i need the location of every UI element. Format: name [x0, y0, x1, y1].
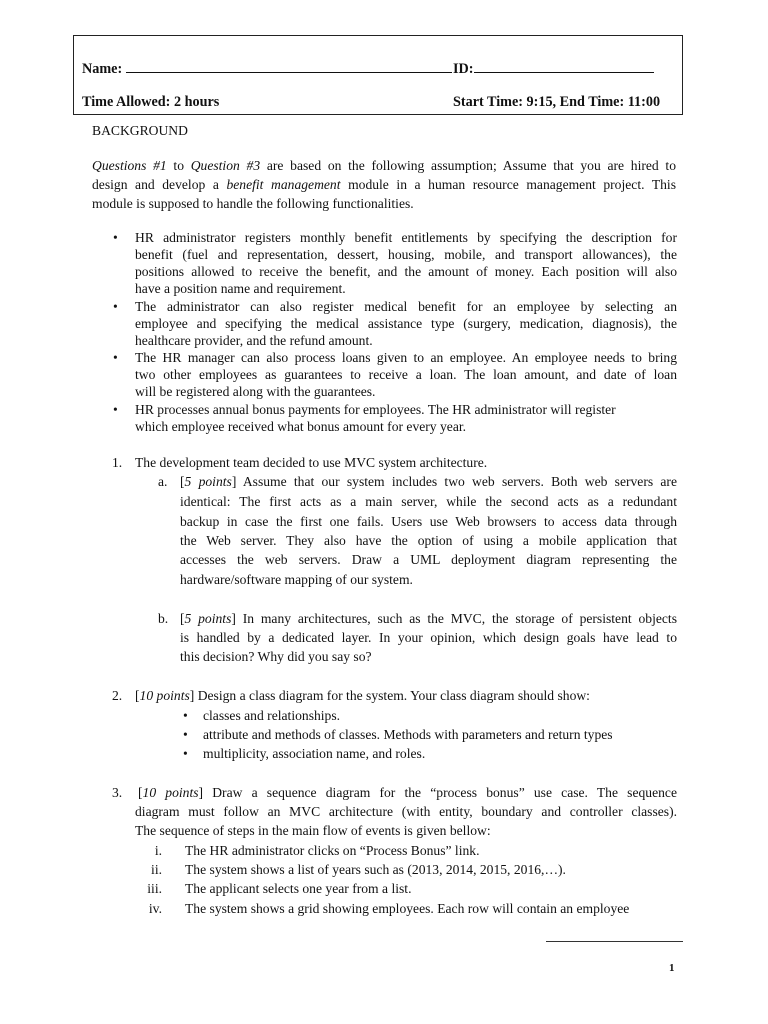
- bullet-3-line-2: two other employees as guarantees to receive a loan. The loan amount, and date of loan: [135, 367, 677, 382]
- q3-line-3: The sequence of steps in the main flow of events is given bellow:: [135, 823, 491, 838]
- q3-step-number: i.: [154, 843, 162, 858]
- id-label: ID:: [453, 61, 474, 77]
- bullet-marker: •: [183, 727, 188, 742]
- q1a-line-2: identical: The first acts as a main server, while the second acts as a redundant: [180, 494, 677, 509]
- intro-q3: Question #3: [190, 158, 261, 173]
- bullet-3-line-3: will be registered along with the guarantees.: [135, 384, 376, 399]
- q1a-label: a.: [158, 474, 168, 489]
- q3-step-number: iv.: [148, 901, 162, 916]
- bullet-marker: •: [183, 708, 188, 723]
- q1a-line-5: accesses the web servers. Draw a UML deployment diagram representing the: [180, 552, 677, 567]
- q1b-points: 5 points: [184, 611, 232, 626]
- intro-line-1: [92, 157, 676, 174]
- bullet-4-line-1: HR processes annual bonus payments for employees. The HR administrator will register: [135, 402, 616, 417]
- q1b-label: b.: [158, 611, 169, 626]
- q3-step-text: The system shows a grid showing employees. Each row will contain an employee: [185, 901, 630, 916]
- q3-number: 3.: [112, 785, 123, 800]
- q2-item-2: attribute and methods of classes. Methods with parameters and return types: [203, 727, 613, 742]
- footer-rule: [546, 941, 683, 942]
- id-blank[interactable]: [474, 60, 654, 73]
- bullet-3-line-1: The HR manager can also process loans given to an employee. An employee needs to bring: [135, 350, 677, 365]
- intro-line2b: module in a human resource management project. This: [340, 177, 676, 192]
- q1b-line-3: this decision? Why did you say so?: [180, 649, 372, 664]
- q2-points: 10 points: [139, 688, 190, 703]
- bullet-4-line-2: which employee received what bonus amount for every year.: [135, 419, 467, 434]
- q3-line-2: diagram must follow an MVC architecture (with entity, boundary and controller classes).: [135, 804, 677, 819]
- bullet-2-line-2: employee and specifying the medical assistance type (surgery, medication, diagnosis), the: [135, 316, 677, 331]
- q2-text: [10 points] Design a class diagram for the system. Your class diagram should show:: [135, 688, 590, 703]
- id-field[interactable]: [453, 60, 654, 78]
- intro-line-2: [92, 176, 676, 193]
- bullet-marker: •: [113, 350, 118, 365]
- q1b-line-2: is handled by a dedicated layer. In your opinion, which design goals have lead to: [180, 630, 677, 645]
- intro-q1: Questions #1: [92, 158, 167, 173]
- bullet-marker: •: [113, 299, 118, 314]
- q3-step-text: The system shows a list of years such as (2013, 2014, 2015, 2016,…).: [185, 862, 566, 877]
- q1a-points: 5 points: [184, 474, 232, 489]
- q2-item-1: classes and relationships.: [203, 708, 341, 723]
- background-heading: BACKGROUND: [92, 123, 188, 138]
- intro-rest1: are based on the following assumption; Assume that you are hired to: [260, 158, 676, 173]
- name-label: Name:: [82, 61, 123, 77]
- q1-number: 1.: [112, 455, 123, 470]
- time-allowed: Time Allowed: 2 hours: [82, 94, 220, 110]
- q1a-line-6: hardware/software mapping of our system.: [180, 572, 413, 587]
- q1a-text-1: ] Assume that our system includes two web servers. Both web servers are: [231, 474, 677, 489]
- page-number: 1: [669, 962, 675, 974]
- q1b-text-1: ] In many architectures, such as the MVC, the storage of persistent objects: [231, 611, 677, 626]
- bullet-2-line-1: The administrator can also register medical benefit for an employee by selecting an: [135, 299, 677, 314]
- q1a-line-3: backup in case the first one fails. Users use Web browsers to access data through: [180, 514, 677, 529]
- q2-number: 2.: [112, 688, 123, 703]
- name-field[interactable]: [82, 60, 452, 78]
- q2-text-body: ] Design a class diagram for the system. Your class diagram should show:: [189, 688, 590, 703]
- intro-to: to: [166, 158, 191, 173]
- bullet-marker: •: [113, 230, 118, 245]
- q3-step-number: ii.: [151, 862, 162, 877]
- start-end-time: Start Time: 9:15, End Time: 11:00: [453, 94, 661, 110]
- q1a-line-1: [5 points] Assume that our system includes two web servers. Both web servers are: [180, 474, 677, 489]
- bullet-marker: •: [113, 402, 118, 417]
- q1-text: The development team decided to use MVC system architecture.: [135, 455, 488, 470]
- bullet-1-line-1: HR administrator registers monthly benefit entitlements by specifying the description for: [135, 230, 677, 245]
- intro-benefit: benefit management: [226, 177, 341, 192]
- intro-line-3: module is supposed to handle the following functionalities.: [92, 196, 414, 211]
- bullet-1-line-2: benefit (fuel and representation, dessert, housing, mobile, and transport allowances), the: [135, 247, 677, 262]
- q1a-line-4: the Web server. They also have the option of using a mobile application that: [180, 533, 677, 548]
- q2-item-3: multiplicity, association name, and roles.: [203, 746, 426, 761]
- name-blank[interactable]: [126, 60, 452, 73]
- q3-step-text: The applicant selects one year from a list.: [185, 881, 412, 896]
- q3-points: 10 points: [142, 785, 199, 800]
- bullet-1-line-3: positions allowed to receive the benefit, and the amount of money. Each position will also: [135, 264, 677, 279]
- bullet-2-line-3: healthcare provider, and the refund amount.: [135, 333, 373, 348]
- q3-line-1: [10 points] Draw a sequence diagram for the “process bonus” use case. The sequence: [138, 785, 677, 800]
- bullet-marker: •: [183, 746, 188, 761]
- bullet-1-line-4: have a position name and requirement.: [135, 281, 346, 296]
- q3-step-text: The HR administrator clicks on “Process Bonus” link.: [185, 843, 480, 858]
- q3-step-number: iii.: [147, 881, 162, 896]
- q3-text-1: ] Draw a sequence diagram for the “process bonus” use case. The sequence: [198, 785, 677, 800]
- q1b-line-1: [5 points] In many architectures, such as the MVC, the storage of persistent objects: [180, 611, 677, 626]
- intro-line2a: design and develop a: [92, 177, 227, 192]
